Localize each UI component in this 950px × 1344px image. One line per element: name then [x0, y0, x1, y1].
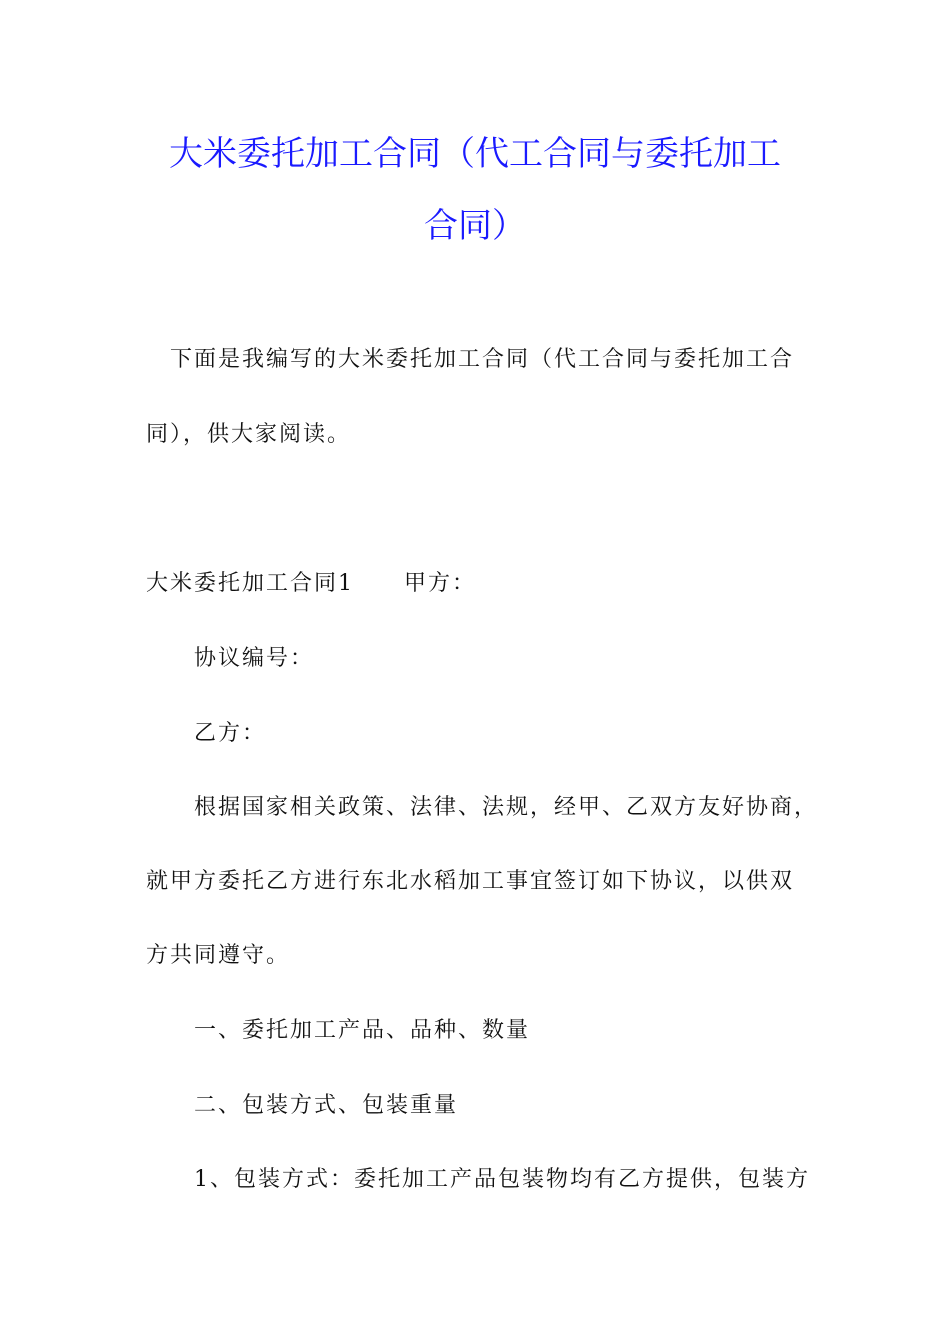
section-1-heading: 一、委托加工产品、品种、数量: [194, 1018, 531, 1043]
intro-line-1: 下面是我编写的大米委托加工合同（代工合同与委托加工合: [170, 347, 795, 372]
party-b-label: 乙方：: [194, 721, 267, 746]
body-line-1: 根据国家相关政策、法律、法规，经甲、乙双方友好协商，: [194, 795, 819, 820]
document-title-line-1: 大米委托加工合同（代工合同与委托加工: [169, 134, 781, 174]
body-line-3: 方共同遵守。: [146, 943, 291, 968]
contract-heading: 大米委托加工合同1: [146, 571, 354, 596]
body-line-2: 就甲方委托乙方进行东北水稻加工事宜签订如下协议，以供双: [146, 869, 795, 894]
agreement-number-label: 协议编号：: [194, 646, 315, 671]
document-title-line-2: 合同）: [424, 206, 526, 246]
section-2-heading: 二、包装方式、包装重量: [194, 1093, 459, 1118]
item-1-line: 1、包装方式：委托加工产品包装物均有乙方提供，包装方: [194, 1167, 810, 1192]
party-a-label: 甲方：: [404, 571, 477, 596]
intro-line-2: 同），供大家阅读。: [146, 422, 352, 447]
